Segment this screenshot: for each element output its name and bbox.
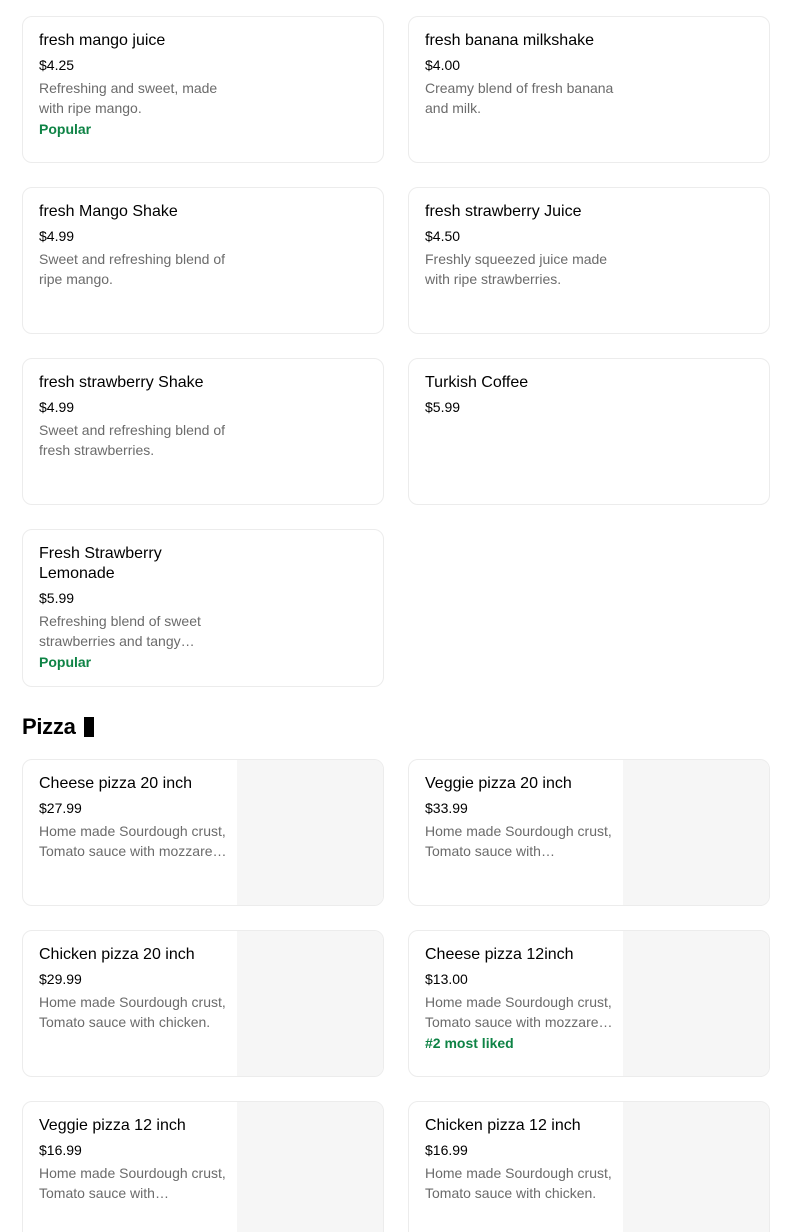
item-image-placeholder	[623, 760, 769, 905]
item-name: Turkish Coffee	[425, 374, 529, 391]
item-description: Refreshing blend of sweet strawberries and tangy	[39, 613, 201, 649]
item-image-placeholder	[237, 1102, 383, 1232]
item-price: $16.99	[39, 1142, 82, 1158]
item-description: Home made Sourdough crust, Tomato sauce with mozzarella	[425, 994, 613, 1030]
item-description: Home made Sourdough crust, Tomato sauce with	[39, 1165, 226, 1201]
item-price: $4.50	[425, 228, 461, 244]
item-name: Fresh Strawberry Lemonade	[39, 545, 162, 582]
menu-item-card[interactable]	[408, 358, 770, 505]
item-description: Home made Sourdough crust, Tomato sauce with chicken.	[425, 1165, 612, 1201]
item-description: Freshly squeezed juice made with ripe strawberries.	[425, 251, 608, 287]
item-price: $27.99	[39, 800, 82, 816]
item-price: $33.99	[425, 800, 468, 816]
item-price: $4.00	[425, 57, 461, 73]
item-name: Cheese pizza 12inch	[425, 946, 574, 963]
item-image-placeholder	[237, 760, 383, 905]
item-description: Home made Sourdough crust, Tomato sauce with chicken.	[39, 994, 226, 1030]
menu-item-card[interactable]	[22, 187, 384, 334]
section-title-text: Pizza	[22, 714, 76, 739]
item-image-placeholder	[623, 931, 769, 1076]
item-name: fresh mango juice	[39, 32, 166, 49]
menu-item-card[interactable]	[22, 759, 384, 906]
item-description: Home made Sourdough crust, Tomato sauce with	[425, 823, 612, 859]
menu-item-card[interactable]	[22, 930, 384, 1077]
menu-item-card[interactable]	[22, 529, 384, 687]
text-cursor-block	[84, 717, 94, 737]
item-name: fresh banana milkshake	[425, 32, 594, 49]
item-name: fresh strawberry Shake	[39, 374, 204, 391]
item-price: $16.99	[425, 1142, 468, 1158]
item-description: Home made Sourdough crust, Tomato sauce with mozzarella	[39, 823, 227, 859]
item-price: $5.99	[425, 399, 461, 415]
item-price: $29.99	[39, 971, 82, 987]
item-name: Veggie pizza 20 inch	[425, 775, 572, 792]
item-price: $4.99	[39, 399, 75, 415]
menu-item-card[interactable]	[408, 187, 770, 334]
item-description: Sweet and refreshing blend of ripe mango.	[39, 251, 226, 287]
item-price: $4.99	[39, 228, 75, 244]
item-name: fresh strawberry Juice	[425, 203, 582, 220]
item-name: Cheese pizza 20 inch	[39, 775, 192, 792]
item-name: Chicken pizza 12 inch	[425, 1117, 581, 1134]
menu-item-card[interactable]	[22, 358, 384, 505]
item-name: fresh Mango Shake	[39, 203, 178, 220]
most-liked-badge: #2 most liked	[425, 1035, 514, 1051]
item-price: $4.25	[39, 57, 75, 73]
item-name: Veggie pizza 12 inch	[39, 1117, 186, 1134]
menu-item-card[interactable]	[22, 1101, 384, 1232]
popular-badge: Popular	[39, 654, 92, 670]
item-name: Chicken pizza 20 inch	[39, 946, 195, 963]
popular-badge: Popular	[39, 121, 92, 137]
item-price: $13.00	[425, 971, 468, 987]
menu-item-card[interactable]	[408, 759, 770, 906]
menu-item-card[interactable]	[408, 930, 770, 1077]
menu-item-card[interactable]	[408, 1101, 770, 1232]
item-price: $5.99	[39, 590, 75, 606]
item-description: Refreshing and sweet, made with ripe mango.	[39, 80, 218, 116]
menu-item-card[interactable]	[408, 16, 770, 163]
item-image-placeholder	[623, 1102, 769, 1232]
menu-item-card[interactable]	[22, 16, 384, 163]
item-description: Creamy blend of fresh banana and milk.	[425, 80, 614, 116]
section-title-pizza	[22, 712, 94, 742]
item-description: Sweet and refreshing blend of fresh strawberries.	[39, 422, 226, 458]
item-image-placeholder	[237, 931, 383, 1076]
